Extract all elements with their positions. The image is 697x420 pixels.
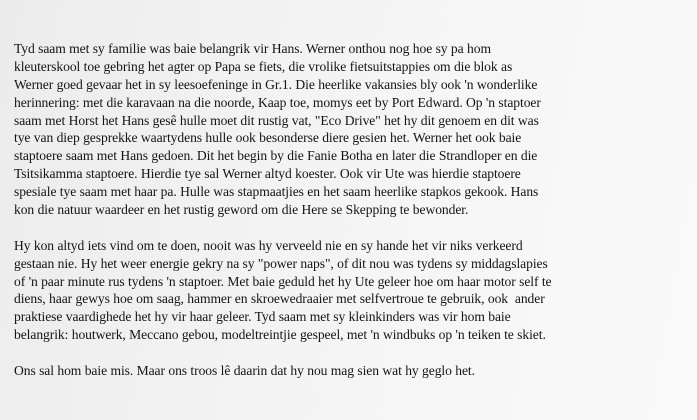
- text-line: kon die natuur waardeer en het rustig geword om die Here se Skepping te bewonder.: [14, 202, 469, 218]
- text-line: saam met Horst het Hans gesê hulle moet dit rustig vat, "Eco Drive" het hy dit genoem en dit was: [14, 112, 539, 128]
- text-line: kleuterskool toe gebring het agter op Papa se fiets, die vrolike fietsuitstappies om die blok as: [14, 58, 513, 74]
- text-line: gestaan nie. Hy het weer energie gekry na sy "power naps", of dit nou was tydens sy middagslapies: [14, 255, 548, 271]
- text-line: Hy kon altyd iets vind om te doen, nooit was hy verveeld nie en sy hande het vir niks verkeerd: [14, 237, 523, 253]
- text-line: Ons sal hom baie mis. Maar ons troos lê daarin dat hy nou mag sien wat hy geglo het.: [14, 363, 475, 379]
- text-line: staptoere saam met Hans gedoen. Dit het begin by die Fanie Botha en later die Strandloper en die: [14, 148, 538, 164]
- document-body: [14, 40, 694, 380]
- text-line: Tyd saam met sy familie was baie belangrik vir Hans. Werner onthou nog hoe sy pa hom: [14, 41, 491, 56]
- text-line: of 'n paar minute rus tydens 'n staptoer. Met baie geduld het hy Ute geleer hoe om haar motor self te: [14, 273, 552, 289]
- text-line: Tsitsikamma staptoere. Hierdie tye sal Werner altyd koester. Ook vir Ute was hierdie staptoere: [14, 166, 521, 182]
- text-line: Werner goed gevaar het in sy leesoefeninge in Gr.1. Die heerlike vakansies bly ook 'n wonderlike: [14, 76, 538, 92]
- text-line: belangrik: houtwerk, Meccano gebou, modeltreintjie gespeel, met 'n windbuks op 'n teiken te skiet.: [14, 327, 546, 343]
- paragraph-1: [14, 40, 694, 219]
- text-line: spesiale tye saam met haar pa. Hulle was stapmaatjies en het saam heerlike stapkos gekook. Hans: [14, 184, 539, 200]
- text-line: tye van diep gesprekke waartydens hulle ook besonderse diere gesien het. Werner het ook baie: [14, 130, 522, 146]
- text-line: diens, haar gewys hoe om saag, hammer en skroewedraaier met selfvertroue te gebruik, ook ander: [14, 291, 545, 307]
- text-line: praktiese vaardighede het hy vir haar geleer. Tyd saam met sy kleinkinders was vir hom baie: [14, 309, 511, 325]
- paragraph-3: [14, 362, 694, 380]
- text-line: herinnering: met die karavaan na die noorde, Kaap toe, momys eet by Port Edward. Op 'n staptoer: [14, 94, 541, 110]
- paragraph-2: [14, 237, 694, 344]
